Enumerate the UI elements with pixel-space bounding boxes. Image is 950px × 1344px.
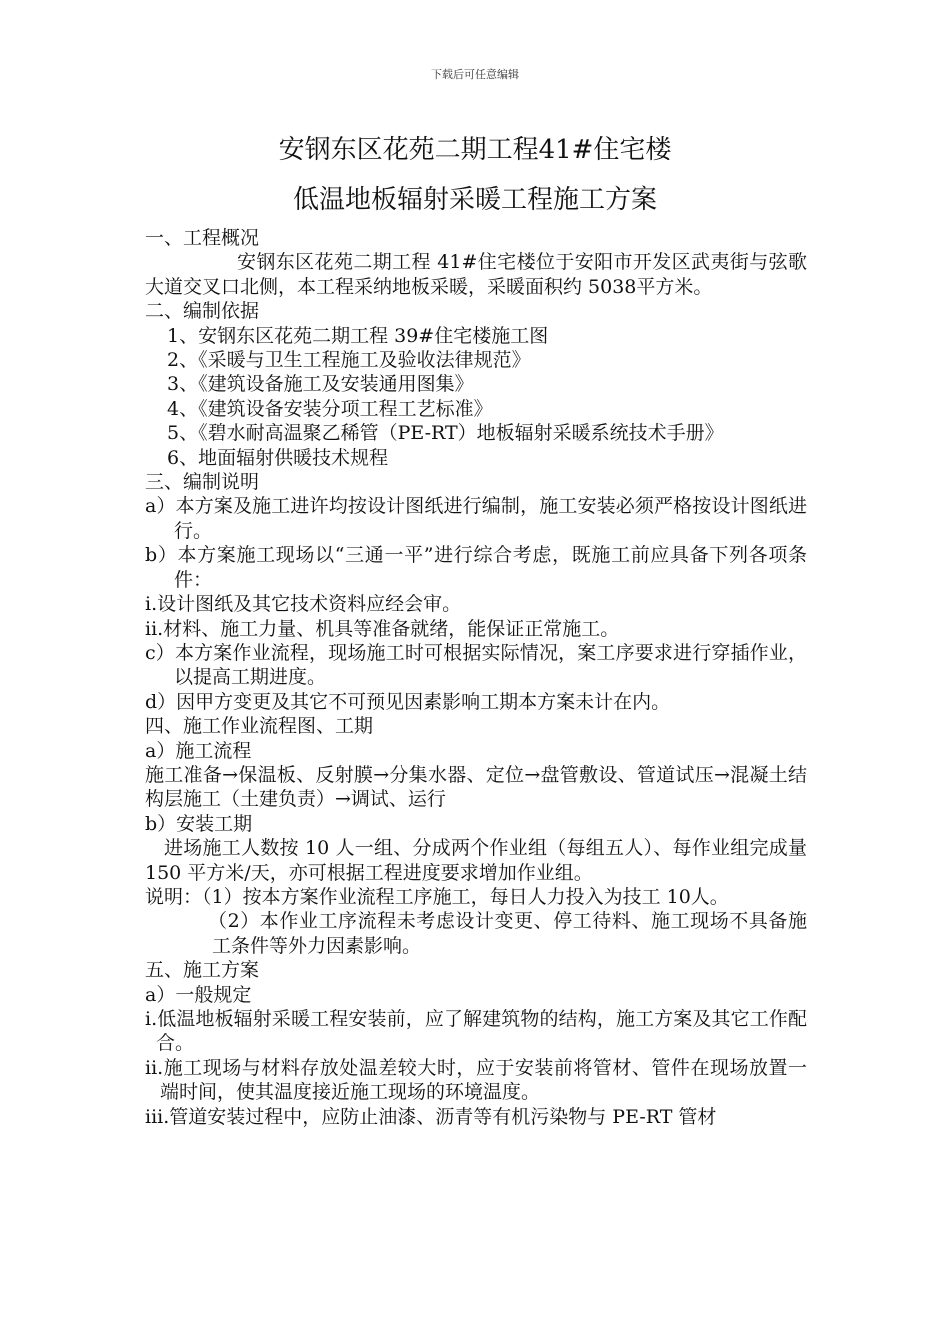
document-body <box>145 226 807 1129</box>
subheading: a）一般规定 <box>145 983 252 1006</box>
page-header-note: 下载后可任意编辑 <box>431 68 519 81</box>
document-title-line-2: 低温地板辐射采暖工程施工方案 <box>292 185 657 215</box>
paragraph: 说明：（1）按本方案作业流程工序施工，每日人力投入为技工 10人。 <box>145 885 729 908</box>
subheading: b）安装工期 <box>145 812 253 835</box>
section-heading: 五、施工方案 <box>145 959 260 982</box>
section-heading: 二、编制依据 <box>145 300 260 323</box>
list-item: 6、地面辐射供暖技术规程 <box>167 446 389 469</box>
list-item: 2、《采暖与卫生工程施工及验收法律规范》 <box>167 349 531 372</box>
list-item: b）本方案施工现场以“三通一平”进行综合考虑，既施工前应具备下列各项条件： <box>145 544 807 591</box>
section-heading: 三、编制说明 <box>145 471 260 494</box>
paragraph: （2）本作业工序流程未考虑设计变更、停工待料、施工现场不具备施工条件等外力因素影响。 <box>208 910 807 957</box>
list-item: 4、《建筑设备安装分项工程工艺标准》 <box>167 397 493 420</box>
list-item: 5、《碧水耐高温聚乙稀管（PE-RT）地板辐射采暖系统技术手册》 <box>167 422 724 445</box>
subheading: a）施工流程 <box>145 739 252 762</box>
list-item: 1、安钢东区花苑二期工程 39#住宅楼施工图 <box>167 324 549 347</box>
section-heading: 一、工程概况 <box>145 227 260 249</box>
list-item: ii.施工现场与材料存放处温差较大时，应于安装前将管材、管件在现场放置一端时间，使其温度接近施工现场的环境温度。 <box>145 1056 807 1104</box>
section-heading: 四、施工作业流程图、工期 <box>145 715 374 738</box>
paragraph: 进场施工人数按 10 人一组、分成两个作业组（每组五人）、每作业组完成量 150 平方米/天，亦可根据工程进度要求增加作业组。 <box>145 837 807 884</box>
document-title-line-1: 安钢东区花苑二期工程41#住宅楼 <box>278 135 672 165</box>
list-item: i.设计图纸及其它技术资料应经会审。 <box>145 593 462 616</box>
list-item: a）本方案及施工进许均按设计图纸进行编制，施工安装必须严格按设计图纸进行。 <box>145 495 807 542</box>
list-item: i.低温地板辐射采暖工程安装前，应了解建筑物的结构，施工方案及其它工作配合。 <box>145 1008 807 1055</box>
list-item: ii.材料、施工力量、机具等准备就绪，能保证正常施工。 <box>145 617 620 640</box>
paragraph: 施工准备→保温板、反射膜→分集水器、定位→盘管敷设、管道试压→混凝土结构层施工（土建负责）→调试、运行 <box>145 763 807 811</box>
list-item: iii.管道安装过程中，应防止油漆、沥青等有机污染物与 PE-RT 管材 <box>145 1105 717 1128</box>
paragraph: 安钢东区花苑二期工程 41#住宅楼位于安阳市开发区武夷街与弦歌大道交叉口北侧，本工程采纳地板采暖，采暖面积约 5038平方米。 <box>145 251 807 298</box>
list-item: c）本方案作业流程，现场施工时可根据实际情况，案工序要求进行穿插作业，以提高工期进度。 <box>145 641 807 689</box>
list-item: d）因甲方变更及其它不可预见因素影响工期本方案未计在内。 <box>145 690 671 713</box>
list-item: 3、《建筑设备施工及安装通用图集》 <box>167 373 474 396</box>
